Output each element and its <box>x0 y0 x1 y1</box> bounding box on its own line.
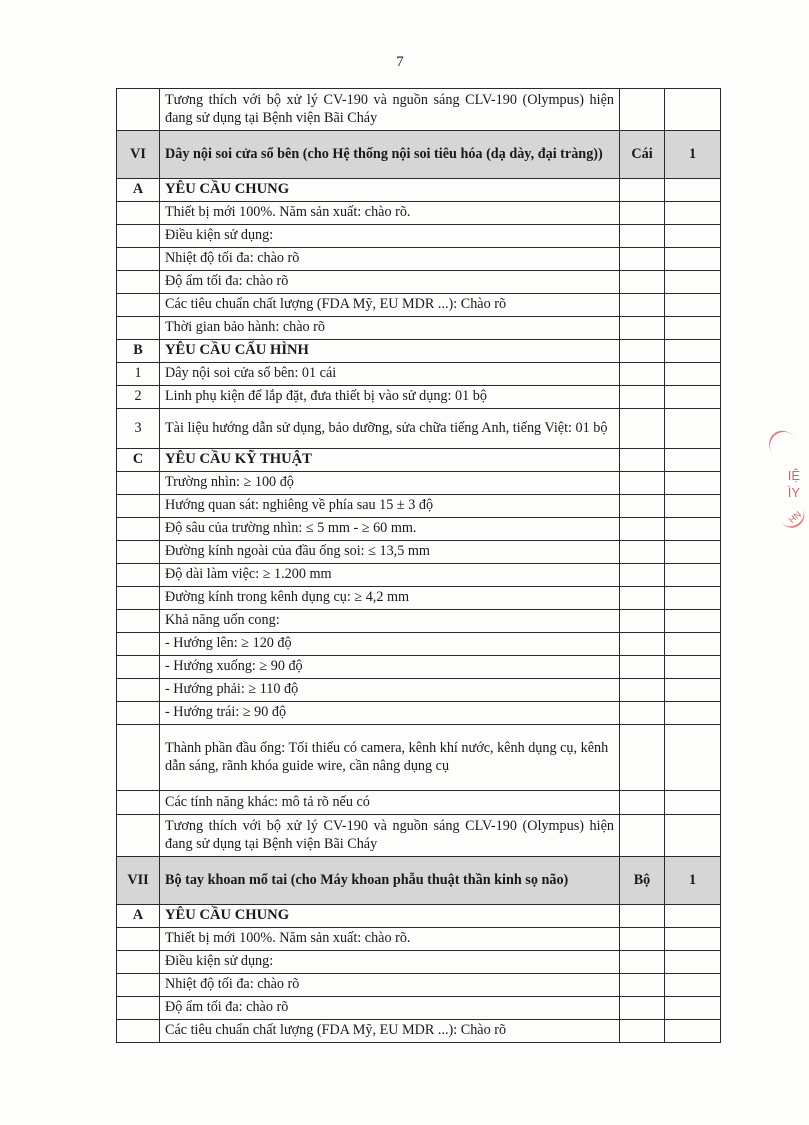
unit-cell <box>620 472 665 495</box>
stt-cell: 3 <box>117 409 160 449</box>
table-row <box>117 472 721 495</box>
unit-cell <box>620 518 665 541</box>
quantity-cell <box>665 905 721 928</box>
unit-cell <box>620 495 665 518</box>
quantity-cell <box>665 633 721 656</box>
description-cell: YÊU CẦU CẤU HÌNH <box>160 340 620 363</box>
quantity-cell <box>665 541 721 564</box>
stt-cell <box>117 294 160 317</box>
quantity-cell <box>665 179 721 202</box>
stt-cell <box>117 1020 160 1043</box>
stt-cell <box>117 633 160 656</box>
stt-cell <box>117 541 160 564</box>
table-row <box>117 679 721 702</box>
description-cell: Trường nhìn: ≥ 100 độ <box>160 472 620 495</box>
quantity-cell <box>665 409 721 449</box>
stt-cell <box>117 974 160 997</box>
unit-cell <box>620 656 665 679</box>
description-cell: Nhiệt độ tối đa: chào rõ <box>160 248 620 271</box>
stt-cell: VI <box>117 131 160 179</box>
description-cell: Độ ẩm tối đa: chào rõ <box>160 271 620 294</box>
quantity-cell <box>665 225 721 248</box>
stt-cell <box>117 610 160 633</box>
table-row <box>117 725 721 791</box>
stt-cell: C <box>117 449 160 472</box>
description-cell: Các tiêu chuẩn chất lượng (FDA Mỹ, EU MDR ...): Chào rõ <box>160 294 620 317</box>
stt-cell <box>117 202 160 225</box>
description-cell: Các tính năng khác: mô tả rõ nếu có <box>160 791 620 815</box>
unit-cell <box>620 997 665 1020</box>
description-cell: Tương thích với bộ xử lý CV-190 và nguồn sáng CLV-190 (Olympus) hiện đang sử dụng tại Bệnh viện Bãi Cháy <box>160 89 620 131</box>
unit-cell <box>620 815 665 857</box>
description-cell: Độ ẩm tối đa: chào rõ <box>160 997 620 1020</box>
description-cell: Tài liệu hướng dẫn sử dụng, bảo dưỡng, sửa chữa tiếng Anh, tiếng Việt: 01 bộ <box>160 409 620 449</box>
unit-cell <box>620 294 665 317</box>
stt-cell <box>117 271 160 294</box>
table-row <box>117 495 721 518</box>
description-cell: Đường kính ngoài của đầu ống soi: ≤ 13,5 mm <box>160 541 620 564</box>
stt-cell <box>117 587 160 610</box>
quantity-cell <box>665 791 721 815</box>
quantity-cell <box>665 248 721 271</box>
description-cell: Dây nội soi cửa sổ bên: 01 cái <box>160 363 620 386</box>
stt-cell: 2 <box>117 386 160 409</box>
unit-cell <box>620 564 665 587</box>
quantity-cell <box>665 656 721 679</box>
description-cell: - Hướng lên: ≥ 120 độ <box>160 633 620 656</box>
unit-cell: Cái <box>620 131 665 179</box>
stt-cell <box>117 791 160 815</box>
table-row <box>117 225 721 248</box>
quantity-cell <box>665 815 721 857</box>
table-row <box>117 248 721 271</box>
quantity-cell <box>665 610 721 633</box>
quantity-cell <box>665 564 721 587</box>
unit-cell <box>620 363 665 386</box>
quantity-cell: 1 <box>665 131 721 179</box>
unit-cell <box>620 225 665 248</box>
unit-cell <box>620 248 665 271</box>
description-cell: Độ sâu của trường nhìn: ≤ 5 mm - ≥ 60 mm. <box>160 518 620 541</box>
stt-cell: A <box>117 179 160 202</box>
table-row <box>117 928 721 951</box>
quantity-cell: 1 <box>665 857 721 905</box>
quantity-cell <box>665 974 721 997</box>
unit-cell <box>620 202 665 225</box>
unit-cell <box>620 271 665 294</box>
description-cell: Đường kính trong kênh dụng cụ: ≥ 4,2 mm <box>160 587 620 610</box>
stt-cell <box>117 89 160 131</box>
stt-cell <box>117 951 160 974</box>
description-cell: Các tiêu chuẩn chất lượng (FDA Mỹ, EU MDR ...): Chào rõ <box>160 1020 620 1043</box>
group-header-row <box>117 340 721 363</box>
section-row <box>117 131 721 179</box>
stt-cell <box>117 225 160 248</box>
table-row <box>117 610 721 633</box>
unit-cell <box>620 791 665 815</box>
specification-table <box>116 88 721 1043</box>
group-header-row <box>117 905 721 928</box>
unit-cell <box>620 409 665 449</box>
section-row <box>117 857 721 905</box>
group-header-row <box>117 449 721 472</box>
table-row <box>117 386 721 409</box>
quantity-cell <box>665 702 721 725</box>
unit-cell <box>620 974 665 997</box>
table-row <box>117 317 721 340</box>
description-cell: YÊU CẦU KỸ THUẬT <box>160 449 620 472</box>
table-row <box>117 518 721 541</box>
quantity-cell <box>665 1020 721 1043</box>
description-cell: Hướng quan sát: nghiêng về phía sau 15 ± 3 độ <box>160 495 620 518</box>
stamp-text-3: HN <box>786 509 804 526</box>
description-cell: YÊU CẦU CHUNG <box>160 905 620 928</box>
description-cell: Thiết bị mới 100%. Năm sản xuất: chào rõ. <box>160 928 620 951</box>
table-row <box>117 564 721 587</box>
stt-cell <box>117 518 160 541</box>
stamp-text-1: IỆ <box>787 468 800 483</box>
quantity-cell <box>665 951 721 974</box>
stt-cell <box>117 248 160 271</box>
description-cell: Điều kiện sử dụng: <box>160 225 620 248</box>
table-row <box>117 409 721 449</box>
stt-cell: A <box>117 905 160 928</box>
description-cell: - Hướng phải: ≥ 110 độ <box>160 679 620 702</box>
quantity-cell <box>665 928 721 951</box>
stt-cell <box>117 472 160 495</box>
unit-cell <box>620 449 665 472</box>
quantity-cell <box>665 363 721 386</box>
quantity-cell <box>665 449 721 472</box>
stt-cell <box>117 725 160 791</box>
description-cell: Linh phụ kiện để lắp đặt, đưa thiết bị vào sử dụng: 01 bộ <box>160 386 620 409</box>
stt-cell <box>117 679 160 702</box>
quantity-cell <box>665 271 721 294</box>
stt-cell <box>117 815 160 857</box>
table-row <box>117 89 721 131</box>
description-cell: Thiết bị mới 100%. Năm sản xuất: chào rõ. <box>160 202 620 225</box>
table-row <box>117 951 721 974</box>
table-row <box>117 997 721 1020</box>
quantity-cell <box>665 202 721 225</box>
unit-cell <box>620 340 665 363</box>
stt-cell <box>117 564 160 587</box>
unit-cell <box>620 679 665 702</box>
stt-cell <box>117 928 160 951</box>
stt-cell <box>117 656 160 679</box>
table-row <box>117 1020 721 1043</box>
unit-cell <box>620 928 665 951</box>
description-cell: Thành phần đầu ống: Tối thiểu có camera, kênh khí nước, kênh dụng cụ, kênh dẫn sáng, rãnh khóa guide wire, cần nâng dụng cụ <box>160 725 620 791</box>
unit-cell <box>620 317 665 340</box>
stt-cell: 1 <box>117 363 160 386</box>
stt-cell: VII <box>117 857 160 905</box>
table-row <box>117 202 721 225</box>
description-cell: - Hướng trái: ≥ 90 độ <box>160 702 620 725</box>
table-row <box>117 294 721 317</box>
specification-table-body <box>117 89 721 1043</box>
table-row <box>117 791 721 815</box>
table-row <box>117 974 721 997</box>
unit-cell <box>620 541 665 564</box>
table-row <box>117 656 721 679</box>
quantity-cell <box>665 495 721 518</box>
description-cell: Tương thích với bộ xử lý CV-190 và nguồn sáng CLV-190 (Olympus) hiện đang sử dụng tại Bệnh viện Bãi Cháy <box>160 815 620 857</box>
group-header-row <box>117 179 721 202</box>
quantity-cell <box>665 317 721 340</box>
description-cell: Nhiệt độ tối đa: chào rõ <box>160 974 620 997</box>
unit-cell <box>620 1020 665 1043</box>
table-row <box>117 815 721 857</box>
description-cell: Thời gian bảo hành: chào rõ <box>160 317 620 340</box>
quantity-cell <box>665 518 721 541</box>
unit-cell <box>620 587 665 610</box>
unit-cell <box>620 179 665 202</box>
unit-cell <box>620 951 665 974</box>
quantity-cell <box>665 340 721 363</box>
quantity-cell <box>665 294 721 317</box>
stamp-arc-top <box>763 425 805 468</box>
unit-cell: Bộ <box>620 857 665 905</box>
unit-cell <box>620 610 665 633</box>
description-cell: Khả năng uốn cong: <box>160 610 620 633</box>
red-stamp-fragment <box>766 430 806 540</box>
stt-cell: B <box>117 340 160 363</box>
unit-cell <box>620 702 665 725</box>
table-row <box>117 587 721 610</box>
stt-cell <box>117 495 160 518</box>
quantity-cell <box>665 725 721 791</box>
quantity-cell <box>665 587 721 610</box>
description-cell: Bộ tay khoan mổ tai (cho Máy khoan phẫu thuật thần kinh sọ não) <box>160 857 620 905</box>
stamp-text-2: ÌY <box>787 485 800 500</box>
page-number: 7 <box>396 54 404 70</box>
quantity-cell <box>665 386 721 409</box>
description-cell: Độ dài làm việc: ≥ 1.200 mm <box>160 564 620 587</box>
unit-cell <box>620 89 665 131</box>
unit-cell <box>620 386 665 409</box>
table-row <box>117 271 721 294</box>
table-row <box>117 541 721 564</box>
unit-cell <box>620 725 665 791</box>
table-row <box>117 633 721 656</box>
table-row <box>117 363 721 386</box>
stt-cell <box>117 702 160 725</box>
unit-cell <box>620 905 665 928</box>
quantity-cell <box>665 997 721 1020</box>
table-row <box>117 702 721 725</box>
description-cell: Điều kiện sử dụng: <box>160 951 620 974</box>
quantity-cell <box>665 472 721 495</box>
description-cell: - Hướng xuống: ≥ 90 độ <box>160 656 620 679</box>
description-cell: YÊU CẦU CHUNG <box>160 179 620 202</box>
unit-cell <box>620 633 665 656</box>
description-cell: Dây nội soi cửa sổ bên (cho Hệ thống nội soi tiêu hóa (dạ dày, đại tràng)) <box>160 131 620 179</box>
quantity-cell <box>665 89 721 131</box>
quantity-cell <box>665 679 721 702</box>
stt-cell <box>117 997 160 1020</box>
stt-cell <box>117 317 160 340</box>
